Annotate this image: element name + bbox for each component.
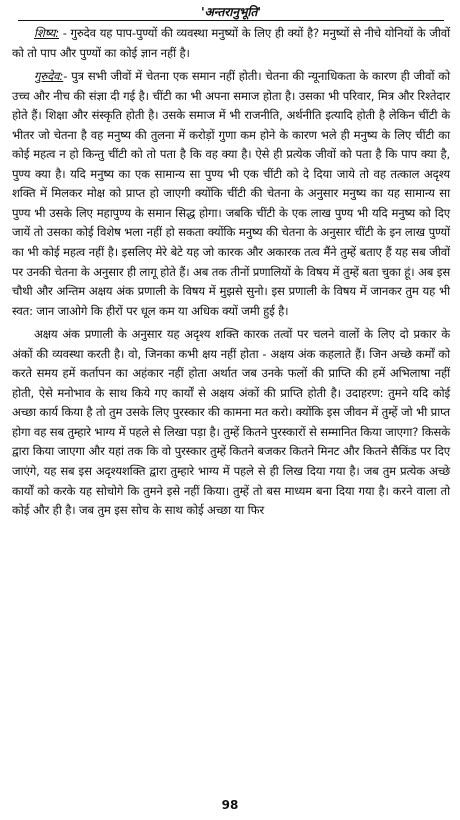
dialogue-paragraph-disciple	[12, 24, 450, 63]
speaker-label: शिष्य:	[34, 26, 60, 40]
body-text	[12, 24, 450, 521]
dialogue-text: - पुत्र सभी जीवों में चेतना एक समान नहीं होती। चेतना की न्यूनाधिकता के कारण ही जीवों को उच्च और नीच की संज्ञा दी गई है। चींटी का भी अपना समाज होता है। उसका भी परिवार, मित्र और रिश्तेदार होते हैं। शिक्षा और संस्कृति होती है। उसके समाज में भी राजनीति, अर्थनीति इत्यादि होती है लेकिन चींटी के भीतर जो चेतना है वह मनुष्य की तुलना में करोड़ों गुणा कम होने के कारण भले ही मनुष्य के लिए चींटी का कोई महत्व न हो किन्तु चींटी को तो पता है कि वह क्या है। ऐसे ही प्रत्येक जीवों को पता है कि पाप क्या है, पुण्य क्या है। यदि मनुष्य का एक सामान्य सा पुण्य भी एक चींटी को दे दिया जाये तो वह तत्काल अदृश्य शक्ति में मिलकर मोक्ष को प्राप्त हो जाएगी क्योंकि चींटी की चेतना के अनुसार मनुष्य का यह सामान्य सा पुण्य भी उसके लिए महापुण्य के समान सिद्ध होगा। जबकि चींटी के एक लाख पुण्य भी यदि मनुष्य को दिए जायें तो उसका कोई विशेष भला नहीं हो सकता क्योंकि मनुष्य की चेतना के अनुसार चींटी के इन लाख पुण्यों का भी कोई महत्व नहीं है। इसलिए मेरे बेटे यह जो कारक और अकारक तत्व मैंने तुम्हें बताए हैं यह सब जीवों पर उनकी चेतना के अनुसार ही लागू होते हैं। अब तक तीनों प्रणालियों के विषय में तुम्हें बता चुका हूं। अब इस चौथी और अन्तिम अक्षय अंक प्रणाली के विषय में मुझसे सुनो। इस प्रणाली के विषय में जानकर तुम यह भी स्वत: जान जाओगे कि हीरों पर धूल कम या अधिक क्यों जमी हुई है।	[12, 69, 450, 318]
running-header	[18, 0, 444, 21]
running-title: 'अन्तरानुभूति'	[200, 5, 262, 19]
body-paragraph: अक्षय अंक प्रणाली के अनुसार यह अदृश्य शक्ति कारक तत्वों पर चलने वालों के लिए दो प्रकार के अंकों की व्यवस्था करती है। वो, जिनका कभी क्षय नहीं होता - अक्षय अंक कहलाते हैं। जिन अच्छे कर्मों को करते समय हमें कर्तापन का अहंकार नहीं होता अर्थात जब उनके फलों की प्राप्ति की हमें अभिलाषा नहीं होती, ऐसे मनोभाव के साथ किये गए कार्यों से अक्षय अंकों की प्राप्ति होती है। उदाहरण: तुमने यदि कोई अच्छा कार्य किया है तो तुम उसके लिए पुरस्कार की कामना मत करो। क्योंकि इस जीवन में तुम्हें जो भी प्राप्त होगा वह सब तुम्हारे भाग्य में पहले से लिखा पड़ा है। तुम्हें कितने पुरस्कारों से सम्मानित किया जाएगा? किसके द्वारा किया जाएगा और यहां तक कि वो पुरस्कार तुम्हें कितने बजकर कितने मिनट और कितने सैकिंड पर दिए जाएंगे, यह सब इस अदृश्यशक्ति द्वारा तुम्हारे भाग्य में पहले से ही लिख दिया गया है। जब तुम प्रत्येक अच्छे कार्यों को करके यह सोचोगे कि तुमने इसे नहीं किया। तुम्हें तो बस माध्यम बना दिया गया है। करने वाला तो कोई और ही है। जब तुम इस सोच के साथ कोई अच्छा या फिर	[12, 327, 450, 518]
speaker-label: गुरुदेव:	[34, 69, 64, 84]
dialogue-text: - गुरुदेव यह पाप-पुण्यों की व्यवस्था मनुष्यों के लिए ही क्यों है? मनुष्यों से नीचे योनियों के जीवों को तो पाप और पुण्यों का कोई ज्ञान नहीं है।	[12, 26, 450, 60]
page-number: 98	[221, 798, 239, 812]
dialogue-paragraph-guru	[12, 67, 450, 321]
